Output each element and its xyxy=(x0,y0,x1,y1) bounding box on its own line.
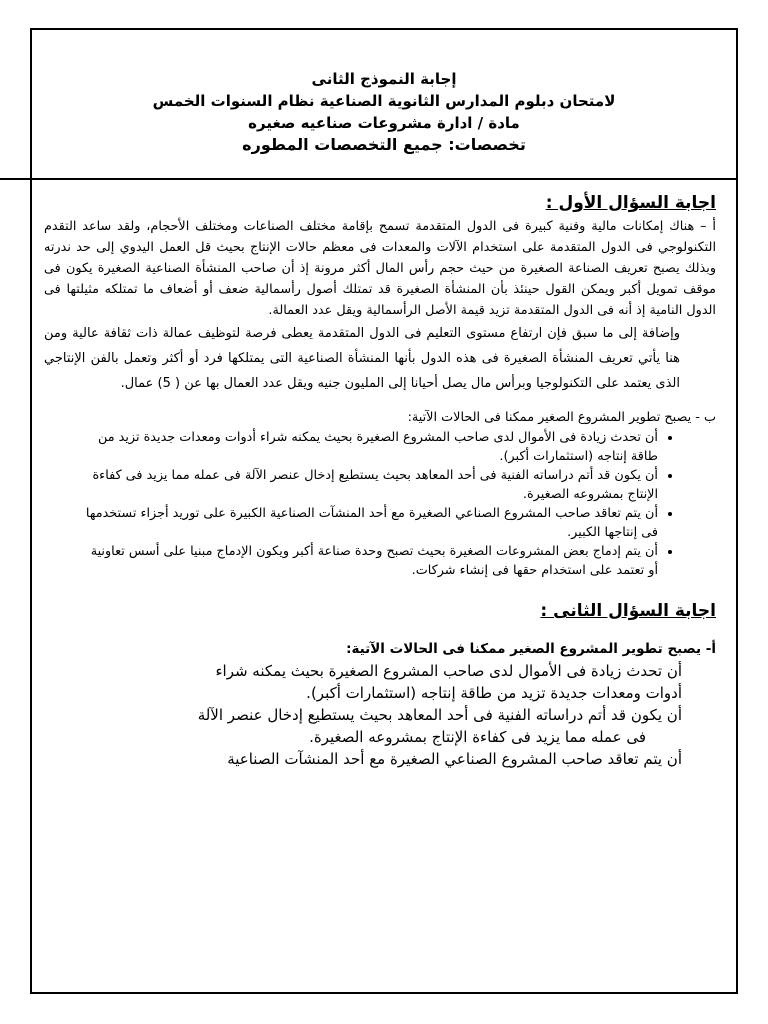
answer-line: أن يتم تعاقد صاحب المشروع الصناعي الصغيرة مع أحد المنشآت الصناعية xyxy=(227,750,682,768)
q2-a-intro: أ- يصبح تطوير المشروع الصغير ممكنا فى الحالات الآتية: xyxy=(346,641,716,657)
q1-paragraph-a2: وإضافة إلى ما سبق فإن ارتفاع مستوى التعليم فى الدول المتقدمة يعطى فرصة لتوظيف عمالة ذات ثقافة عالية ومن هنا يأتي تعريف المنشأة الصغيرة فى هذه الدول بأنها المنشأة الصناعية التى يمتلكها فرد أو أكثر وتعمل بالفن الإنتاجي الذى يعتمد على التكنولوجيا وبرأس مال يصل أحيانا إلى المليون جنيه ويقل عدد العمال بها عن ( 5) عمال. xyxy=(44,326,680,391)
list-item: • أن يتم إدماج بعض المشروعات الصغيرة بحيث تصبح وحدة صناعة أكبر ويكون الإدماج مبنيا على أسس تعاونية أو تعتمد على استخدام حقها فى إنشاء شركات. xyxy=(84,542,658,580)
answer-line: أن يكون قد أتم دراساته الفنية فى أحد المعاهد بحيث يستطيع إدخال عنصر الآلة xyxy=(197,706,682,724)
list-item: • أن تحدث زيادة فى الأموال لدى صاحب المشروع الصغيرة بحيث يمكنه شراء أدوات ومعدات جديدة تزيد من طاقة إنتاجه (استثمارات أكبر). xyxy=(84,428,658,466)
header-exam: لامتحان دبلوم المدارس الثانوية الصناعية نظام السنوات الخمس xyxy=(152,92,616,110)
q1-b-list xyxy=(44,428,716,580)
list-item: • أن يتم تعاقد صاحب المشروع الصناعي الصغيرة مع أحد المنشآت الصناعية الكبيرة على توريد أجزاء تستخدمها فى إنتاجها الكبير. xyxy=(84,504,658,542)
q2-answer-lines xyxy=(44,660,716,770)
header-subject: مادة / ادارة مشروعات صناعيه صغيره xyxy=(248,114,520,132)
document-header xyxy=(32,68,736,156)
q1-paragraph-a: أ – هناك إمكانات مالية وفنية كبيرة فى الدول المتقدمة تسمح بإقامة مختلف الصناعات ومختلف الأحجام، ولقد ساعد التقدم التكنولوجي فى الدول المتقدمة على استخدام الآلات والمعدات فى معظم حالات الإنتاج بحيث قل العمل اليدوي إلى حد ندرته وبذلك يصبح تعريف الصناعة الصغيرة من حيث حجم رأس المال أكثر مرونة إذ أن صاحب المنشأة الصناعية الصغيرة يكون فى موقف تمويل أكبر ويمكن القول حينئذ بأن المنشأة الصغيرة قد تمتلك أصول رأسمالية ضعف أو أضعاف ما تمتلكه مثيلتها فى الدول النامية إذ أنه فى الدول المتقدمة تزيد قيمة الأصل الرأسمالية ويقل عدد العمالة. xyxy=(44,219,716,318)
answer-line: أن تحدث زيادة فى الأموال لدى صاحب المشروع الصغيرة بحيث يمكنه شراء xyxy=(215,662,682,680)
answer-line: أدوات ومعدات جديدة تزيد من طاقة إنتاجه (استثمارات أكبر). xyxy=(306,684,682,702)
q1-b-intro: ب - يصبح تطوير المشروع الصغير ممكنا فى الحالات الآتية: xyxy=(407,410,716,425)
document-body xyxy=(44,190,716,770)
header-specialties: تخصصات: جميع التخصصات المطوره xyxy=(242,135,526,154)
header-divider xyxy=(0,178,738,180)
header-title: إجابة النموذج الثانى xyxy=(311,70,457,88)
q2-title: اجابة السؤال الثانى : xyxy=(540,601,716,621)
answer-line: فى عمله مما يزيد فى كفاءة الإنتاج بمشروعه الصغيرة. xyxy=(309,728,646,746)
list-item: • أن يكون قد أتم دراساته الفنية فى أحد المعاهد بحيث يستطيع إدخال عنصر الآلة فى عمله مما يزيد فى كفاءة الإنتاج بمشروعه الصغيرة. xyxy=(84,466,658,504)
q1-title: اجابة السؤال الأول : xyxy=(545,193,716,213)
